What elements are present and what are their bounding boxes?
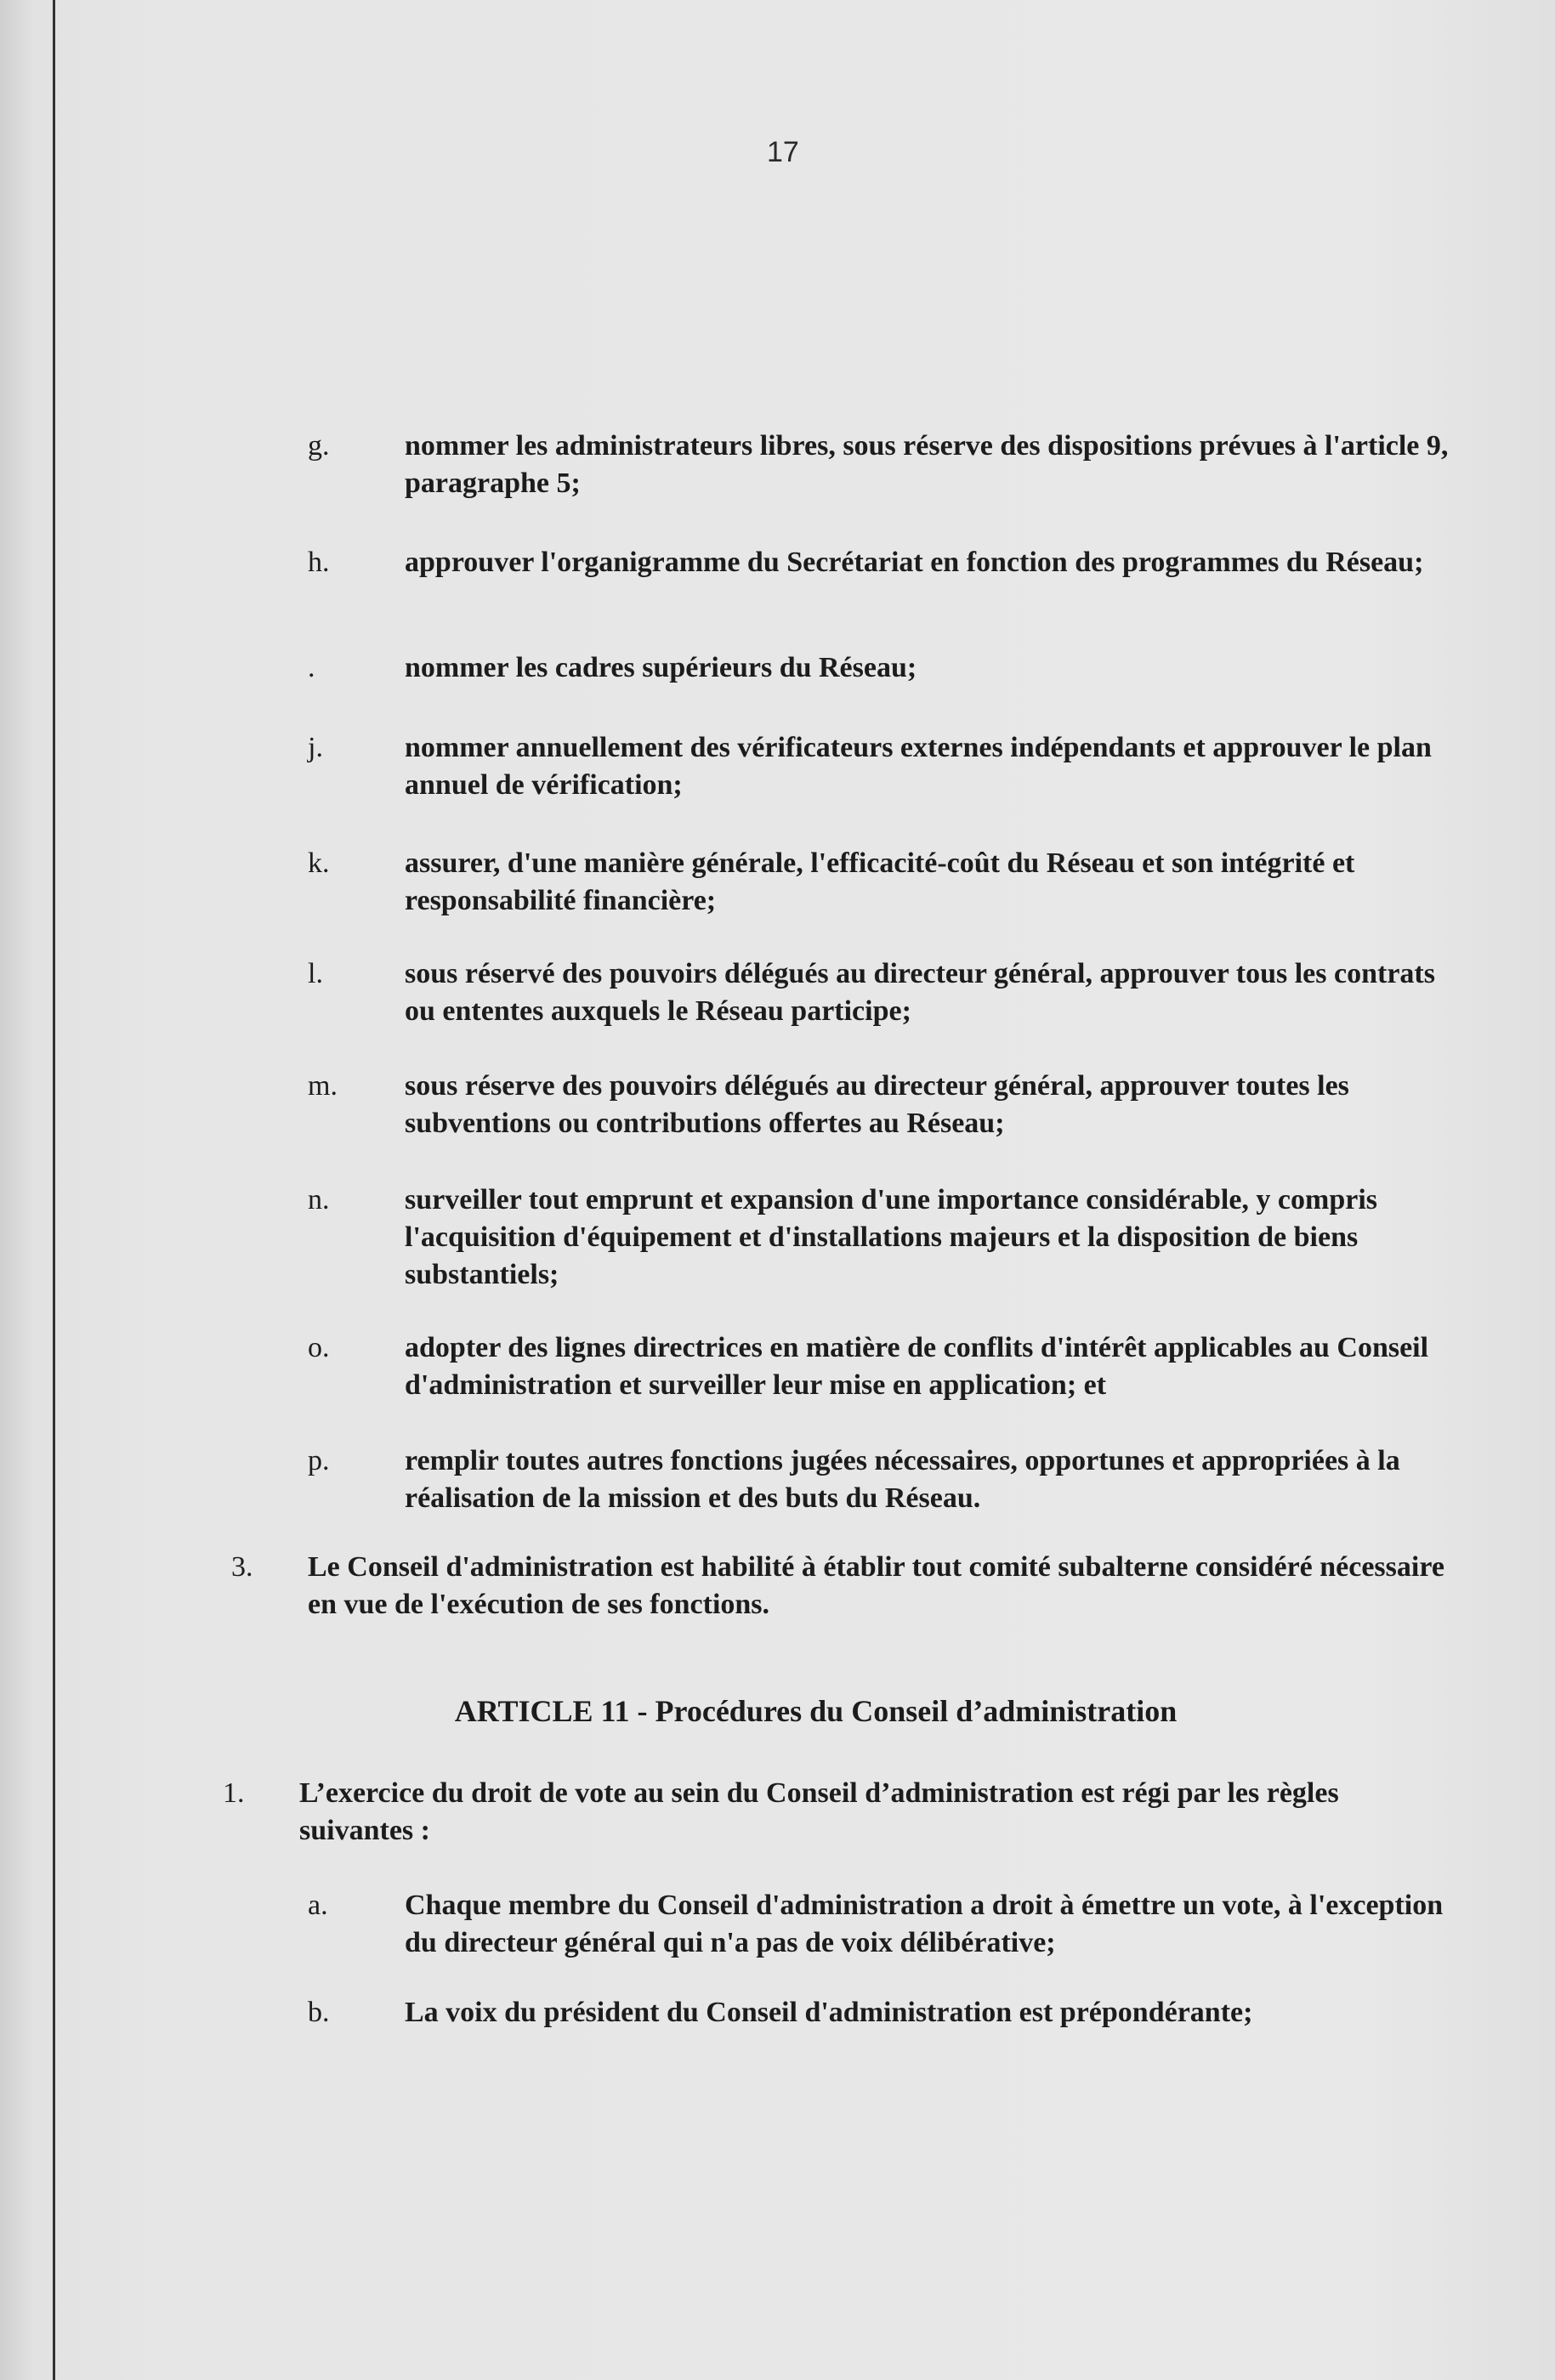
paragraph-text: L’exercice du droit de vote au sein du Conseil d’administration est régi par les règles suivantes : — [299, 1777, 1339, 1846]
paragraph-marker: 1. — [223, 1777, 245, 1809]
paragraph-marker: 3. — [231, 1551, 253, 1583]
list-marker: k. — [308, 847, 330, 879]
list-text: sous réserve des pouvoirs délégués au directeur général, approuver toutes les subventions ou contributions offertes au Réseau; — [405, 1070, 1349, 1139]
list-text: assurer, d'une manière générale, l'efficacité-coût du Réseau et son intégrité et responsabilité financière; — [405, 847, 1355, 916]
list-text: remplir toutes autres fonctions jugées nécessaires, opportunes et appropriées à la réalisation de la mission et des buts du Réseau. — [405, 1445, 1400, 1514]
list-text: La voix du président du Conseil d'administration est prépondérante; — [405, 1997, 1253, 2028]
list-text: surveiller tout emprunt et expansion d'une importance considérable, y compris l'acquisition d'équipement et d'installations majeurs et la disposition de biens substantiels; — [405, 1184, 1377, 1290]
list-marker: a. — [308, 1890, 328, 1921]
paragraph-text: Le Conseil d'administration est habilité à établir tout comité subalterne considéré nécessaire en vue de l'exécution de ses fonctions. — [308, 1551, 1444, 1620]
page-number: 17 — [767, 136, 799, 168]
list-text: adopter des lignes directrices en matière de conflits d'intérêt applicables au Conseil d'administration et surveiller leur mise en application; et — [405, 1332, 1429, 1401]
list-marker: p. — [308, 1445, 330, 1476]
binding-edge — [53, 0, 55, 2380]
list-marker: l. — [308, 958, 323, 989]
list-text: nommer annuellement des vérificateurs externes indépendants et approuver le plan annuel de vérification; — [405, 732, 1432, 801]
list-marker: o. — [308, 1332, 330, 1363]
list-marker: . — [308, 652, 315, 683]
list-marker: g. — [308, 430, 330, 462]
list-text: approuver l'organigramme du Secrétariat en fonction des programmes du Réseau; — [405, 547, 1424, 578]
list-marker: n. — [308, 1184, 330, 1216]
list-text: nommer les administrateurs libres, sous réserve des dispositions prévues à l'article 9, paragraphe 5; — [405, 430, 1449, 499]
list-marker: j. — [308, 732, 323, 763]
list-text: Chaque membre du Conseil d'administration a droit à émettre un vote, à l'exception du directeur général qui n'a pas de voix délibérative; — [405, 1890, 1444, 1958]
list-marker: m. — [308, 1070, 338, 1102]
list-marker: b. — [308, 1997, 330, 2028]
list-marker: h. — [308, 547, 330, 578]
list-text: nommer les cadres supérieurs du Réseau; — [405, 652, 917, 683]
list-text: sous réservé des pouvoirs délégués au directeur général, approuver tous les contrats ou ententes auxquels le Réseau participe; — [405, 958, 1435, 1027]
article-heading: ARTICLE 11 - Procédures du Conseil d’administration — [454, 1694, 1178, 1728]
